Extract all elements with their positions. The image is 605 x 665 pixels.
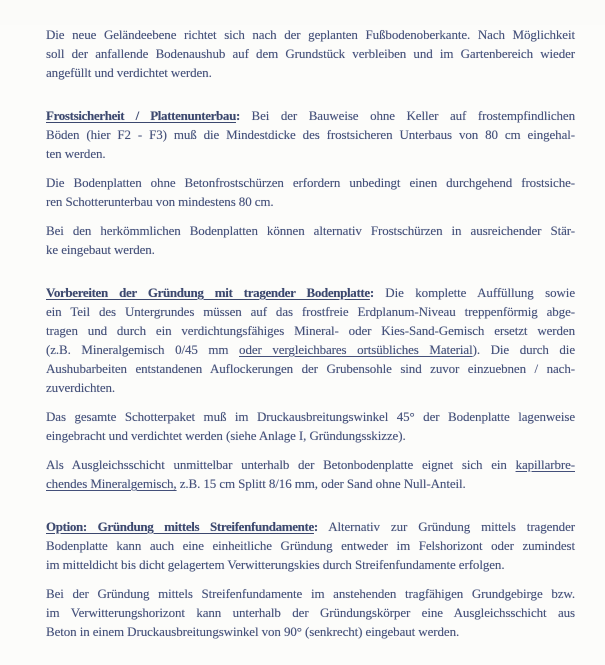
text-line xyxy=(46,426,575,445)
text-segment: (z.B. Mineralgemisch 0/45 mm xyxy=(46,342,240,357)
text-segment: : xyxy=(313,519,318,534)
text-line xyxy=(46,173,575,192)
text-line xyxy=(46,240,575,259)
paragraph-schotterpaket xyxy=(46,407,575,445)
text-line xyxy=(46,63,575,82)
text-line xyxy=(46,192,575,211)
text-segment: zuverdichten. xyxy=(46,380,116,395)
text-segment: soll der anfallende Bodenaushub auf dem Grundstück verbleiben und im Gartenbereich wieder xyxy=(46,46,575,61)
text-line xyxy=(46,455,575,474)
paragraph-frostsicherheit-plattenunterbau xyxy=(46,106,575,163)
text-segment: ein Teil des Untergrundes müssen auf das frostfreie Erdplanum-Niveau treppenförmig abge- xyxy=(46,304,575,319)
text-line xyxy=(46,378,575,397)
paragraph-vorbereiten-gruendung xyxy=(46,283,575,397)
text-segment: Als Ausgleichsschicht unmittelbar unterhalb der Betonbodenplatte eignet sich ein xyxy=(46,457,516,472)
paragraph-bodenplatten-ohne-frostschuerzen xyxy=(46,173,575,211)
text-segment: Die Bodenplatten ohne Betonfrostschürzen erfordern unbedingt einen durchgehend frostsiche- xyxy=(46,175,575,190)
text-segment: Alternativ zur Gründung mittels tragender xyxy=(317,519,575,534)
document-page xyxy=(0,25,605,665)
text-segment: ren Schotterunterbau von mindestens 80 cm. xyxy=(46,194,274,209)
text-segment: angefüllt und verdichtet werden. xyxy=(46,65,212,80)
text-segment: oder vergleichbares ortsübliches Material xyxy=(239,342,473,357)
text-segment: im Verwitterungshorizont kann unterhalb der Gründungskörper eine Ausgleichsschicht aus xyxy=(46,605,575,620)
text-line xyxy=(46,302,575,321)
text-segment: Bodenplatte kann auch eine einheitliche Gründung entweder im Felshorizont oder zumindest xyxy=(46,538,575,553)
text-segment: Bei den herkömmlichen Bodenplatten können alternativ Frostschürzen in ausreichender Stär- xyxy=(46,223,575,238)
text-segment: ten werden. xyxy=(46,146,106,161)
text-line xyxy=(46,555,575,574)
text-line xyxy=(46,359,575,378)
text-segment: Das gesamte Schotterpaket muß im Druckausbreitungswinkel 45° der Bodenplatte lagenweise xyxy=(46,409,575,424)
text-line xyxy=(46,106,575,125)
text-line xyxy=(46,221,575,240)
text-line xyxy=(46,603,575,622)
text-segment: Vorbereiten der Gründung mit tragender Bodenplatte xyxy=(46,285,370,300)
text-segment: eingebracht und verdichtet werden (siehe Anlage I, Gründungsskizze). xyxy=(46,428,406,443)
text-segment: kapillarbre- xyxy=(515,457,575,472)
paragraph-gruendung-streifenfundamente xyxy=(46,584,575,641)
paragraph-gelaendeebene xyxy=(46,25,575,82)
text-line xyxy=(46,25,575,44)
text-line xyxy=(46,622,575,641)
text-line xyxy=(46,407,575,426)
paragraph-ausgleichsschicht xyxy=(46,455,575,493)
text-segment: Die neue Geländeebene richtet sich nach der geplanten Fußbodenoberkante. Nach Möglichkeit xyxy=(46,27,575,42)
text-segment: z.B. 15 cm Splitt 8/16 mm, oder Sand ohne Null-Anteil. xyxy=(176,476,466,491)
text-segment: Die komplette Auffüllung sowie xyxy=(373,285,575,300)
text-segment: Option: Gründung mittels Streifenfundamente xyxy=(46,519,314,534)
text-line xyxy=(46,340,575,359)
text-line xyxy=(46,474,575,493)
text-segment: : xyxy=(369,285,374,300)
text-segment: chendes Mineralgemisch, xyxy=(46,476,177,491)
paragraph-herkoemmliche-bodenplatten xyxy=(46,221,575,259)
text-line xyxy=(46,536,575,555)
text-segment: Böden (hier F2 - F3) muß die Mindestdicke des frostsicheren Unterbaus von 80 cm eingehal- xyxy=(46,127,575,142)
text-line xyxy=(46,125,575,144)
text-line xyxy=(46,144,575,163)
text-segment: ). Die durch die xyxy=(472,342,575,357)
text-line xyxy=(46,283,575,302)
text-segment: Frostsicherheit / Plattenunterbau xyxy=(46,108,236,123)
text-segment: tragen und durch ein verdichtungsfähiges Mineral- oder Kies-Sand-Gemisch ersetzt werden xyxy=(46,323,575,338)
text-segment: Bei der Gründung mittels Streifenfundamente im anstehenden tragfähigen Grundgebirge bzw. xyxy=(46,586,575,601)
text-segment: Beton in einem Druckausbreitungswinkel von 90° (senkrecht) eingebaut werden. xyxy=(46,624,460,639)
text-line xyxy=(46,517,575,536)
text-line xyxy=(46,584,575,603)
text-segment: Bei der Bauweise ohne Keller auf frostempfindlichen xyxy=(239,108,575,123)
paragraph-option-streifenfundamente xyxy=(46,517,575,574)
text-segment: : xyxy=(235,108,240,123)
text-segment: im mitteldicht bis dicht gelagertem Verwitterungskies durch Streifenfundamente erfolgen. xyxy=(46,557,505,572)
text-segment: Aushubarbeiten entstandenen Auflockerungen der Grubensohle sind zuvor einzuebnen / nach- xyxy=(46,361,575,376)
text-line xyxy=(46,321,575,340)
text-segment: ke eingebaut werden. xyxy=(46,242,155,257)
text-line xyxy=(46,44,575,63)
